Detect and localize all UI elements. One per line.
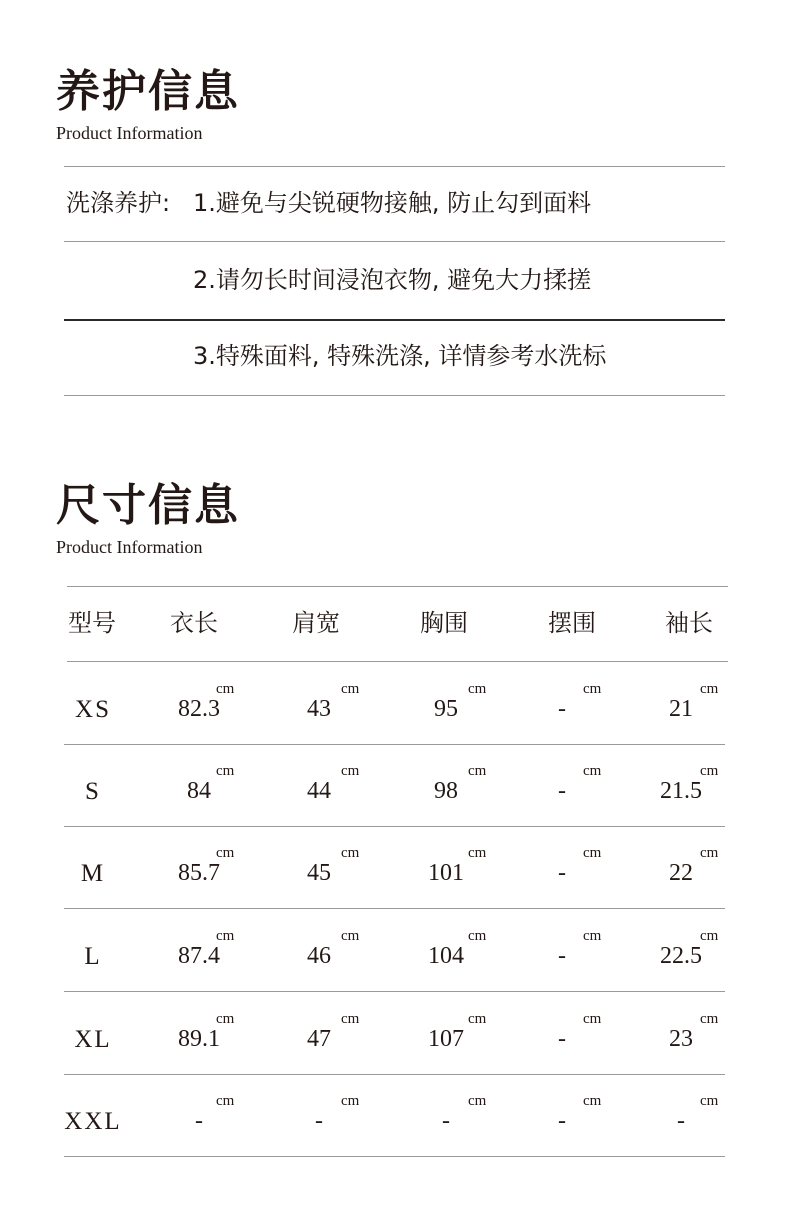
measure-value: 107 [428,1026,464,1052]
unit-label: cm [583,763,602,779]
measure-value: 22.5 [660,943,702,969]
divider [64,319,725,321]
unit-label: cm [700,1011,719,1027]
measure-value: 89.1 [178,1026,220,1052]
size-label: M [80,860,106,887]
unit-label: cm [700,763,719,779]
table-top-border [67,586,728,587]
size-label: L [84,943,102,970]
measure-value: 101 [428,860,464,886]
unit-label: cm [216,928,235,944]
size-title: 尺寸信息 [56,480,240,531]
divider [64,908,725,909]
measure-value: - [677,1108,685,1134]
unit-label: cm [216,845,235,861]
care-line-1: 1.避免与尖锐硬物接触, 防止勾到面料 [193,189,592,217]
header-hem: 摆围 [548,609,596,637]
unit-label: cm [468,681,487,697]
unit-label: cm [583,681,602,697]
measure-value: 46 [307,943,331,969]
measure-value: - [558,860,566,886]
divider [64,1156,725,1157]
unit-label: cm [341,845,360,861]
divider [64,826,725,827]
measure-value: 21 [669,696,693,722]
divider [64,744,725,745]
unit-label: cm [583,1011,602,1027]
unit-label: cm [583,845,602,861]
measure-value: 85.7 [178,860,220,886]
measure-value: - [195,1108,203,1134]
care-line-2: 2.请勿长时间浸泡衣物, 避免大力揉搓 [193,266,592,294]
size-label: XL [74,1026,112,1053]
unit-label: cm [341,681,360,697]
measure-value: 104 [428,943,464,969]
divider [64,991,725,992]
divider [64,395,725,396]
measure-value: - [558,1108,566,1134]
measure-value: - [558,778,566,804]
measure-value: 95 [434,696,458,722]
care-title: 养护信息 [56,66,240,117]
measure-value: 23 [669,1026,693,1052]
unit-label: cm [341,763,360,779]
unit-label: cm [216,1093,235,1109]
unit-label: cm [700,681,719,697]
measure-value: - [558,696,566,722]
unit-label: cm [341,928,360,944]
care-subtitle: Product Information [56,123,203,143]
header-length: 衣长 [170,609,218,637]
measure-value: 82.3 [178,696,220,722]
measure-value: 43 [307,696,331,722]
header-sleeve: 袖长 [665,609,713,637]
measure-value: 87.4 [178,943,220,969]
unit-label: cm [216,1011,235,1027]
header-shoulder: 肩宽 [292,609,340,637]
measure-value: - [558,943,566,969]
unit-label: cm [341,1011,360,1027]
unit-label: cm [700,928,719,944]
unit-label: cm [583,1093,602,1109]
care-line-3: 3.特殊面料, 特殊洗涤, 详情参考水洗标 [193,342,607,370]
unit-label: cm [468,1011,487,1027]
header-size: 型号 [68,609,116,637]
measure-value: 84 [187,778,211,804]
measure-value: 21.5 [660,778,702,804]
measure-value: - [558,1026,566,1052]
header-chest: 胸围 [420,609,468,637]
unit-label: cm [341,1093,360,1109]
unit-label: cm [468,845,487,861]
measure-value: 98 [434,778,458,804]
divider [64,166,725,167]
measure-value: 47 [307,1026,331,1052]
measure-value: 45 [307,860,331,886]
divider [64,1074,725,1075]
divider [67,661,728,662]
size-label: XXL [64,1108,122,1135]
unit-label: cm [700,1093,719,1109]
measure-value: - [442,1108,450,1134]
unit-label: cm [583,928,602,944]
size-label: XS [75,696,111,723]
measure-value: 44 [307,778,331,804]
unit-label: cm [700,845,719,861]
unit-label: cm [468,928,487,944]
measure-value: - [315,1108,323,1134]
care-label: 洗涤养护: [66,189,171,217]
unit-label: cm [468,1093,487,1109]
unit-label: cm [468,763,487,779]
measure-value: 22 [669,860,693,886]
size-label: S [85,778,101,805]
unit-label: cm [216,763,235,779]
divider [64,241,725,242]
unit-label: cm [216,681,235,697]
size-subtitle: Product Information [56,537,203,557]
